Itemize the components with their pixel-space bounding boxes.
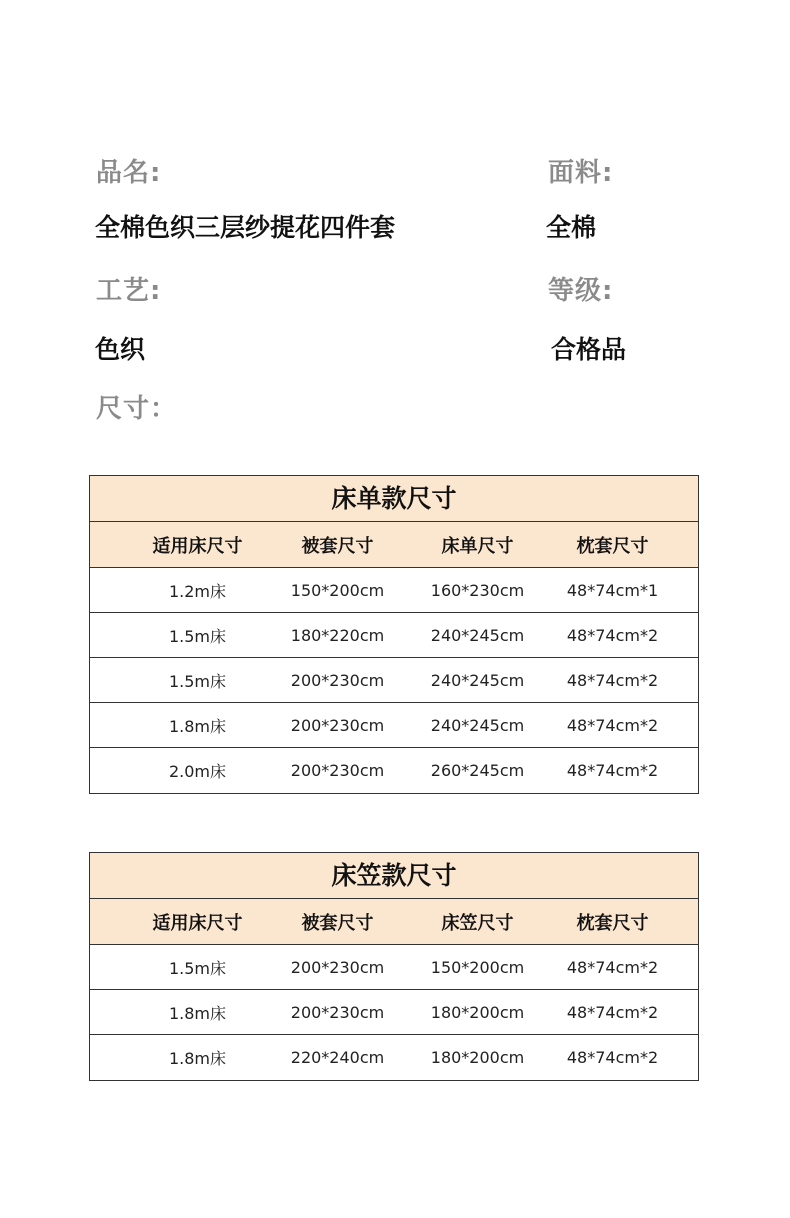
table-row	[90, 945, 698, 990]
table-cell: 48*74cm*2	[566, 761, 659, 780]
table-cell: 1.5m床	[168, 671, 227, 691]
table-row	[90, 1035, 698, 1080]
table-cell: 2.0m床	[168, 762, 227, 781]
table-row	[90, 748, 698, 793]
table-cell: 1.5m床	[168, 958, 227, 978]
table-cell: 1.5m床	[168, 626, 227, 646]
table-row	[90, 990, 698, 1035]
header-cell: 床笠尺寸	[441, 912, 514, 934]
header-cell: 适用床尺寸	[152, 535, 243, 557]
table-cell: 200*230cm	[290, 715, 385, 735]
table-cell: 240*245cm	[430, 670, 525, 690]
header-cell: 床单尺寸	[441, 535, 514, 557]
table-cell: 200*230cm	[290, 1002, 385, 1022]
table-header-row	[90, 899, 698, 945]
table-row	[90, 568, 698, 613]
table-cell: 48*74cm*2	[566, 715, 659, 735]
product-name-value: 全棉色织三层纱提花四件套	[95, 213, 396, 242]
table-title: 床笠款尺寸	[90, 853, 698, 899]
table-row	[90, 658, 698, 703]
header-cell: 被套尺寸	[301, 535, 374, 557]
table-cell: 48*74cm*1	[566, 580, 659, 600]
table-cell: 48*74cm*2	[566, 625, 659, 645]
fitted-sheet-size-table	[89, 852, 699, 1081]
header-cell: 枕套尺寸	[576, 535, 649, 557]
table-cell: 180*220cm	[290, 625, 385, 645]
table-cell: 150*200cm	[290, 580, 385, 600]
table-cell: 200*230cm	[290, 957, 385, 977]
table-row	[90, 703, 698, 748]
product-name-label: 品名:	[96, 158, 162, 188]
table-cell: 200*230cm	[290, 670, 385, 690]
table-cell: 1.8m床	[168, 716, 227, 736]
table-row	[90, 613, 698, 658]
header-cell: 适用床尺寸	[152, 912, 243, 934]
size-label: 尺寸：	[96, 394, 178, 424]
table-cell: 1.8m床	[168, 1003, 227, 1023]
table-cell: 48*74cm*2	[566, 670, 659, 690]
table-cell: 180*200cm	[430, 1048, 525, 1067]
fabric-value: 全棉	[546, 213, 597, 242]
grade-label: 等级:	[548, 276, 614, 306]
craft-value: 色织	[95, 335, 146, 364]
table-title: 床单款尺寸	[90, 476, 698, 522]
fabric-label: 面料:	[548, 158, 614, 188]
table-cell: 260*245cm	[430, 761, 525, 780]
table-cell: 220*240cm	[290, 1048, 385, 1067]
table-cell: 240*245cm	[430, 625, 525, 645]
header-cell: 被套尺寸	[301, 912, 374, 934]
bedsheet-size-table	[89, 475, 699, 794]
craft-label: 工艺:	[96, 276, 162, 306]
table-cell: 48*74cm*2	[566, 957, 659, 977]
table-cell: 48*74cm*2	[566, 1002, 659, 1022]
table-header-row	[90, 522, 698, 568]
table-cell: 180*200cm	[430, 1002, 525, 1022]
table-cell: 160*230cm	[430, 580, 525, 600]
header-cell: 枕套尺寸	[576, 912, 649, 934]
table-cell: 240*245cm	[430, 715, 525, 735]
table-cell: 1.2m床	[168, 581, 227, 601]
table-cell: 200*230cm	[290, 761, 385, 780]
table-cell: 48*74cm*2	[566, 1048, 659, 1067]
table-cell: 1.8m床	[168, 1049, 227, 1068]
table-cell: 150*200cm	[430, 957, 525, 977]
grade-value: 合格品	[551, 335, 627, 364]
